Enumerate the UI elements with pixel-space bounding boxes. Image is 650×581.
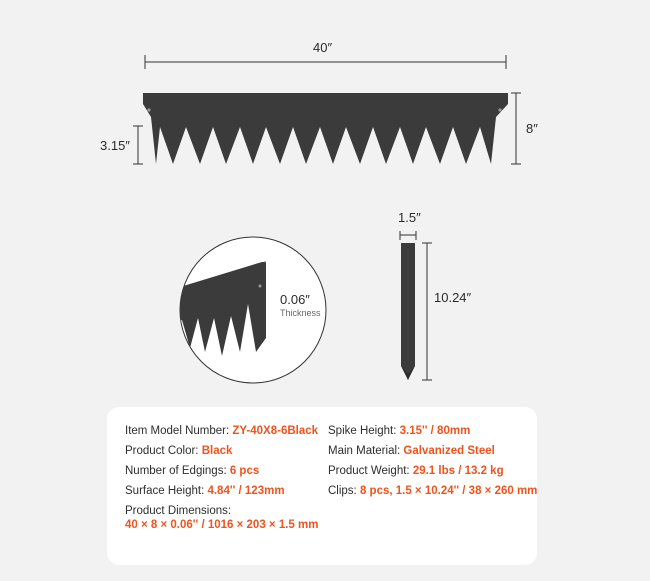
spec-weight: Product Weight: 29.1 lbs / 13.2 kg [328,465,504,477]
spec-spike-height: Spike Height: 3.15'' / 80mm [328,425,471,437]
clip-length-dimension-line [422,243,432,380]
spike-height-label: 3.15″ [100,138,130,153]
panel-hole-left [147,108,150,111]
thickness-value: 0.06″ [280,292,310,307]
edging-panel [143,93,508,164]
length-label: 40″ [313,40,333,55]
spec-dimensions-value: 40 × 8 × 0.06'' / 1016 × 203 × 1.5 mm [125,519,319,531]
spec-color: Product Color: Black [125,445,233,457]
spec-material: Main Material: Galvanized Steel [328,445,495,457]
spec-model: Item Model Number: ZY-40X8-6Black [125,425,319,437]
spec-surface-height: Surface Height: 4.84'' / 123mm [125,485,285,497]
height-label: 8″ [526,121,538,136]
clip-piece [400,231,416,380]
panel-hole-right [498,108,501,111]
spec-edgings: Number of Edgings: 6 pcs [125,465,260,477]
spike-dimension-line [133,126,143,164]
length-dimension-line [145,55,506,69]
thickness-label: Thickness [280,308,321,318]
clip-width-label: 1.5″ [398,210,421,225]
clip-length-label: 10.24″ [434,290,472,305]
height-dimension-line [511,93,521,164]
spec-dimensions-label: Product Dimensions: [125,505,232,517]
spec-clips: Clips: 8 pcs, 1.5 × 10.24'' / 38 × 260 mm [328,485,538,497]
